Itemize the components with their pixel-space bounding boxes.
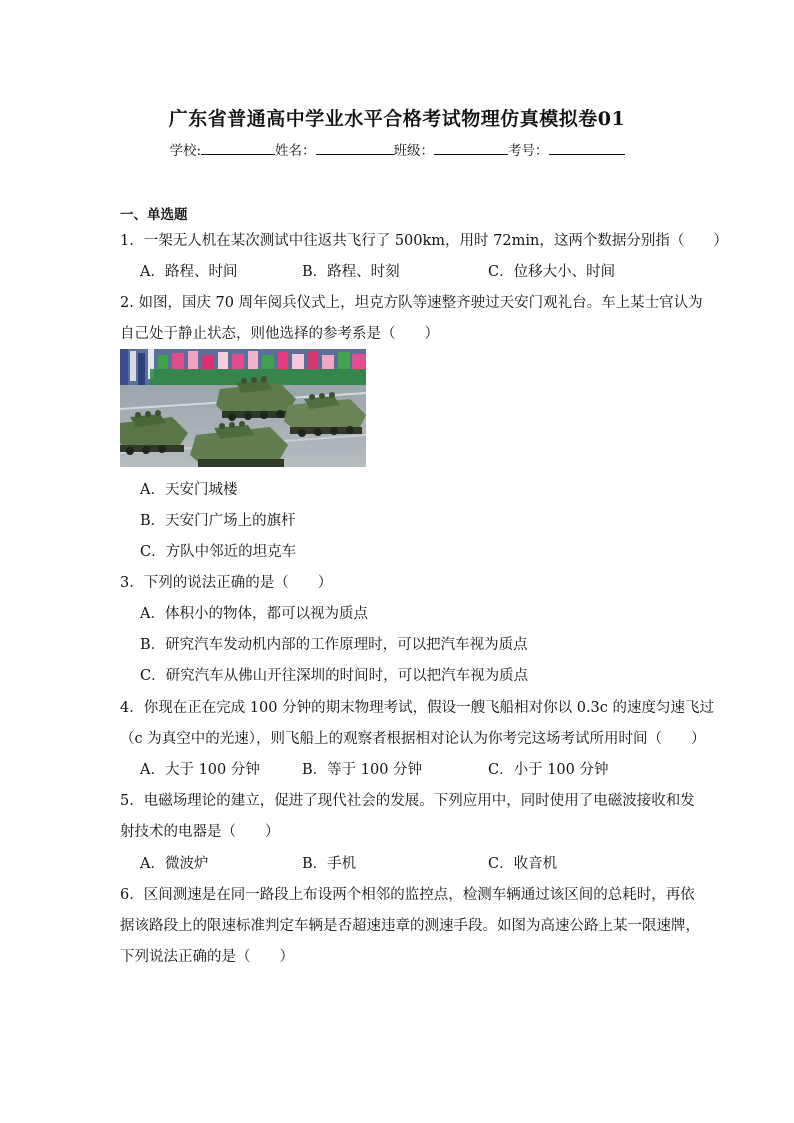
- question-2-option-c: C．方队中邻近的坦克车: [140, 544, 297, 560]
- name-blank[interactable]: [316, 140, 394, 155]
- question-6-stem-line-2: 据该路段上的限速标准判定车辆是否超速违章的测速手段。如图为高速公路上某一限速牌，: [120, 918, 700, 934]
- question-3-option-c: C．研究汽车从佛山开往深圳的时间时，可以把汽车视为质点: [140, 668, 529, 684]
- question-3-option-a: A．体积小的物体，都可以视为质点: [140, 606, 368, 622]
- student-info-line: [0, 139, 794, 159]
- number-blank[interactable]: [549, 140, 625, 155]
- class-label: 班级：: [393, 143, 435, 159]
- question-5-option-c: C．收音机: [488, 856, 558, 872]
- question-5-stem-line-1: 5．电磁场理论的建立，促进了现代社会的发展。下列应用中，同时使用了电磁波接收和发: [120, 793, 695, 809]
- exam-title: 广东省普通高中学业水平合格考试物理仿真模拟卷01: [168, 108, 626, 130]
- question-4-option-a: A．大于 100 分钟: [140, 762, 260, 778]
- number-label: 考号：: [508, 143, 549, 159]
- class-blank[interactable]: [434, 140, 508, 155]
- question-1-option-c: C．位移大小、时间: [488, 264, 616, 280]
- question-5-option-a: A．微波炉: [140, 856, 209, 872]
- question-6-stem-line-3: 下列说法正确的是（ ）: [120, 949, 294, 965]
- question-2-option-a: A．天安门城楼: [140, 482, 238, 498]
- question-5-stem-line-2: 射技术的电器是（ ）: [120, 824, 280, 840]
- question-2-option-b: B．天安门广场上的旗杆: [140, 513, 296, 529]
- question-3-option-b: B．研究汽车发动机内部的工作原理时，可以把汽车视为质点: [140, 637, 528, 653]
- question-6-stem-line-1: 6．区间测速是在同一路段上布设两个相邻的监控点，检测车辆通过该区间的总耗时，再依: [120, 887, 695, 903]
- question-4-option-b: B．等于 100 分钟: [302, 762, 423, 778]
- school-label: 学校:: [169, 143, 202, 159]
- parade-tanks-photo: [120, 349, 366, 467]
- school-blank[interactable]: [201, 140, 275, 155]
- question-3-stem: 3．下列的说法正确的是（ ）: [120, 575, 333, 591]
- question-1-stem: 1．一架无人机在某次测试中往返共飞行了 500km，用时 72min，这两个数据分别指（ ）: [120, 233, 728, 249]
- name-label: 姓名：: [275, 143, 316, 159]
- question-2-stem-line-1: 2. 如图，国庆 70 周年阅兵仪式上，坦克方队等速整齐驶过天安门观礼台。车上某士官认为: [120, 295, 703, 311]
- section-heading: 一、单选题: [120, 207, 188, 223]
- question-2-stem-line-2: 自己处于静止状态，则他选择的参考系是（ ）: [120, 326, 439, 342]
- question-4-option-c: C．小于 100 分钟: [488, 762, 609, 778]
- question-4-stem-line-1: 4．你现在正在完成 100 分钟的期末物理考试，假设一艘飞船相对你以 0.3c 的速度匀速飞过: [120, 700, 715, 716]
- question-5-option-b: B．手机: [302, 856, 357, 872]
- question-1-option-b: B．路程、时刻: [302, 264, 400, 280]
- question-1-option-a: A．路程、时间: [140, 264, 238, 280]
- question-4-stem-line-2: （c 为真空中的光速），则飞船上的观察者根据相对论认为你考完这场考试所用时间（ ）: [120, 731, 706, 747]
